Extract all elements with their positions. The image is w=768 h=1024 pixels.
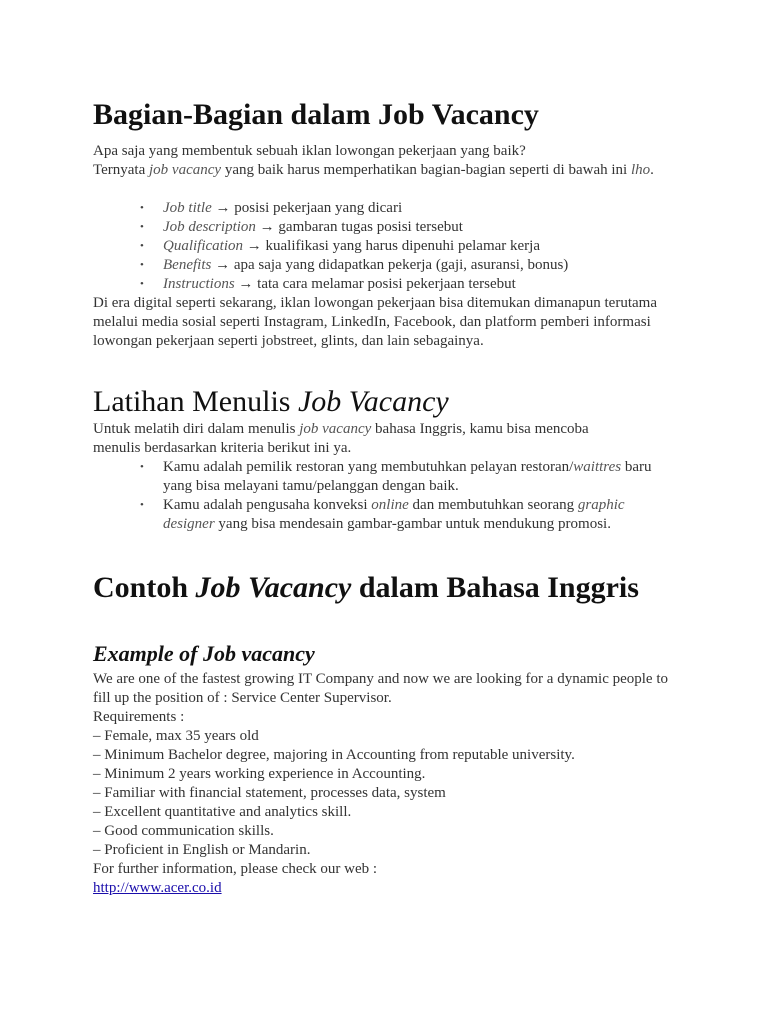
section-heading-latihan bbox=[93, 384, 449, 420]
intro-text-end: . bbox=[650, 162, 654, 178]
heading-text-b: dalam Bahasa Inggris bbox=[351, 571, 639, 604]
list-item-desc: → posisi pekerjaan yang dicari bbox=[211, 200, 403, 216]
bullet1-em: waittres bbox=[573, 459, 622, 475]
example-line: – Good communication skills. bbox=[93, 823, 274, 839]
example-line: – Minimum Bachelor degree, majoring in Accounting from reputable university. bbox=[93, 747, 575, 763]
list-item-term: Benefits bbox=[163, 257, 212, 273]
example-line: – Familiar with financial statement, processes data, system bbox=[93, 785, 446, 801]
intro-em-job-vacancy: job vacancy bbox=[149, 162, 222, 178]
bullet2-c: yang bisa mendesain gambar-gambar untuk mendukung promosi. bbox=[214, 516, 611, 532]
heading-text-a: Contoh bbox=[93, 571, 196, 604]
example-vacancy bbox=[93, 670, 673, 898]
list-item-term: Job description bbox=[163, 219, 256, 235]
website-link[interactable]: http://www.acer.co.id bbox=[93, 880, 222, 896]
latihan-list bbox=[93, 458, 653, 534]
section-heading-contoh bbox=[93, 570, 653, 606]
heading-text: Latihan Menulis bbox=[93, 385, 298, 418]
bullet2-b: dan membutuhkan seorang bbox=[408, 497, 578, 513]
list-item-desc: → tata cara melamar posisi pekerjaan tersebut bbox=[234, 276, 516, 292]
latihan-intro-b: bahasa Inggris, kamu bisa mencoba menulis berdasarkan kriteria berikut ini ya. bbox=[93, 421, 589, 456]
example-line: Requirements : bbox=[93, 709, 185, 725]
example-line: – Minimum 2 years working experience in Accounting. bbox=[93, 766, 426, 782]
section-heading-bagian: Bagian-Bagian dalam Job Vacancy bbox=[93, 98, 539, 131]
intro-text-b: Ternyata bbox=[93, 162, 150, 178]
bullet1-a: Kamu adalah pemilik restoran yang membutuhkan pelayan restoran/ bbox=[163, 459, 574, 475]
list-item bbox=[93, 218, 693, 237]
intro-em-lho: lho bbox=[630, 162, 651, 178]
latihan-intro bbox=[93, 420, 633, 458]
bullet1-b: baru yang bisa melayani tamu/pelanggan dengan baik. bbox=[163, 459, 652, 494]
intro-text-a: Apa saja yang membentuk sebuah iklan lowongan pekerjaan yang baik? bbox=[93, 143, 526, 159]
bullet2-em-designer: graphic designer bbox=[163, 497, 625, 532]
example-line: – Female, max 35 years old bbox=[93, 728, 259, 744]
parts-list bbox=[93, 199, 693, 294]
list-item bbox=[93, 496, 653, 534]
example-subheading: Example of Job vacancy bbox=[93, 641, 315, 666]
section1-intro bbox=[93, 142, 663, 180]
closing-paragraph: Di era digital seperti sekarang, iklan lowongan pekerjaan bisa ditemukan dimanapun terutama melalui media sosial seperti Instagram, LinkedIn, Facebook, dan platform pemberi informasi lowongan pekerjaan seperti jobstreet, glints, dan lain sebagainya. bbox=[93, 295, 657, 349]
latihan-intro-em: job vacancy bbox=[299, 421, 372, 437]
intro-text-c: yang baik harus memperhatikan bagian-bagian seperti di bawah ini bbox=[221, 162, 631, 178]
bullet2-em-online: online bbox=[371, 497, 409, 513]
list-item-desc: → apa saja yang didapatkan pekerja (gaji, asuransi, bonus) bbox=[211, 257, 569, 273]
bullet2-a: Kamu adalah pengusaha konveksi bbox=[163, 497, 372, 513]
example-line: – Proficient in English or Mandarin. bbox=[93, 842, 311, 858]
list-item bbox=[93, 256, 693, 275]
intro-paragraph bbox=[93, 142, 663, 180]
list-item bbox=[93, 275, 693, 294]
list-item bbox=[93, 237, 693, 256]
list-item-term: Qualification bbox=[163, 238, 243, 254]
list-item bbox=[93, 458, 653, 496]
list-item-desc: → kualifikasi yang harus dipenuhi pelamar kerja bbox=[243, 238, 540, 254]
list-item-term: Instructions bbox=[163, 276, 235, 292]
heading-em: Job Vacancy bbox=[195, 571, 352, 604]
list-item-term: Job title bbox=[163, 200, 212, 216]
heading-em: Job Vacancy bbox=[297, 385, 449, 418]
example-link-line bbox=[93, 879, 673, 898]
example-line: We are one of the fastest growing IT Company and now we are looking for a dynamic people to fill up the position of : Service Center Supervisor. bbox=[93, 671, 669, 706]
list-item bbox=[93, 199, 693, 218]
example-line: – Excellent quantitative and analytics skill. bbox=[93, 804, 352, 820]
latihan-intro-a: Untuk melatih diri dalam menulis bbox=[93, 421, 300, 437]
list-item-desc: → gambaran tugas posisi tersebut bbox=[255, 219, 463, 235]
example-line: For further information, please check our web : bbox=[93, 861, 378, 877]
